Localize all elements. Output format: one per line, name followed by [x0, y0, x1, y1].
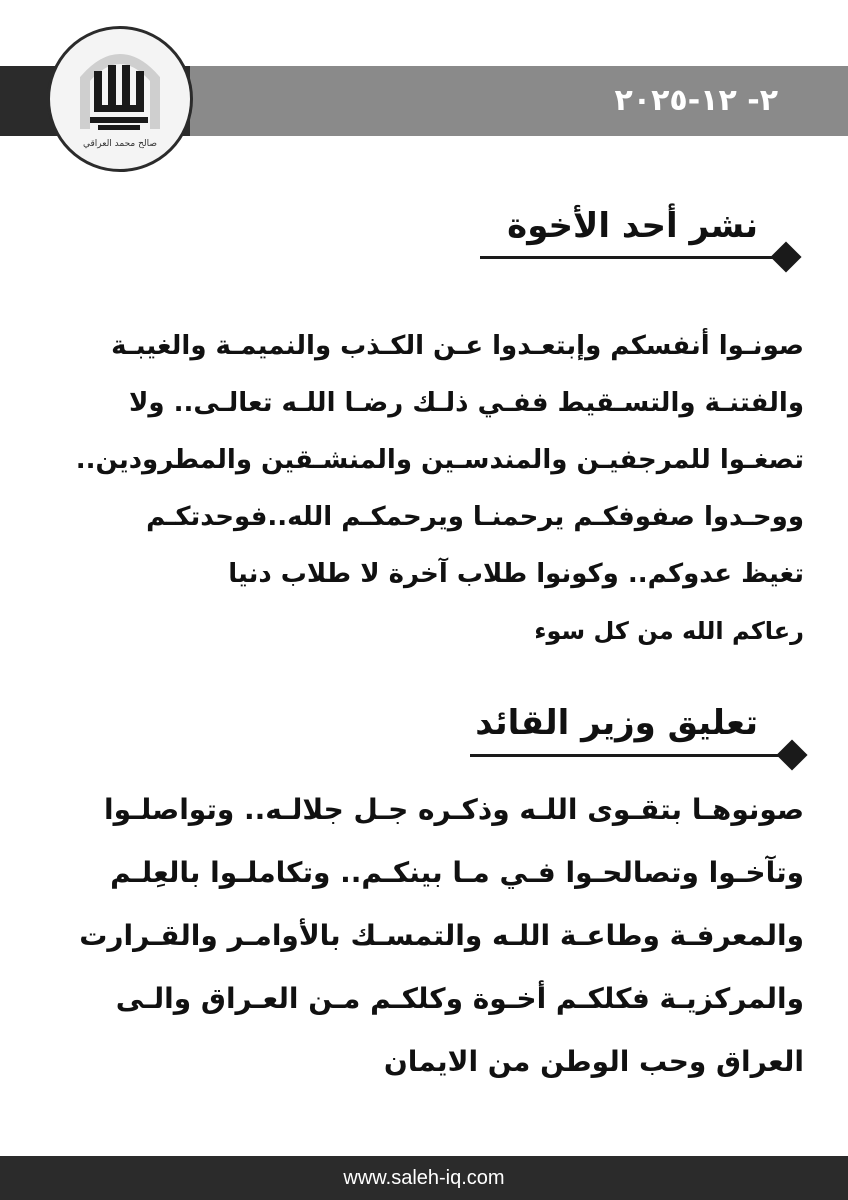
logo-caption: صالح محمد العراقي — [82, 139, 158, 149]
section2-line: وتآخـوا وتصالحـوا فـي مـا بينكـم.. وتكاملـوا بالعِلـم — [110, 856, 804, 889]
section1-heading: نشر أحد الأخوة — [507, 206, 758, 246]
section1-line: رعاكم الله من كل سوء — [534, 617, 804, 645]
footer-website[interactable]: www.saleh-iq.com — [0, 1156, 848, 1200]
section1-body — [48, 318, 804, 660]
section2-body — [48, 778, 804, 1093]
section1-line: صونـوا أنفسكم وإبتعـدوا عـن الكـذب والنميمـة والغيبـة — [111, 331, 804, 361]
section2-line: العراق وحب الوطن من الايمان — [383, 1045, 804, 1078]
section1-line: ووحـدوا صفوفكـم يرحمنـا ويرحمكـم الله..فوحدتكـم — [146, 502, 804, 532]
section1-diamond-icon — [770, 241, 801, 272]
section2-heading: تعليق وزير القائد — [475, 703, 758, 743]
section2-line: صونوهـا بتقـوى اللـه وذكـره جـل جلالـه.. وتواصلـوا — [103, 793, 804, 826]
section1-line: تغيظ عدوكم.. وكونوا طلاب آخرة لا طلاب دنيا — [228, 559, 804, 589]
section1-heading-underline — [480, 256, 785, 259]
section1-line: والفتنـة والتسـقيط ففـي ذلـك رضـا اللـه تعالـى.. ولا — [129, 388, 804, 418]
logo — [47, 26, 193, 172]
section2-diamond-icon — [776, 739, 807, 770]
date-label: ٢- ١٢-٢٠٢٥ — [614, 83, 778, 118]
section2-heading-underline — [470, 754, 790, 757]
section2-line: والمعرفـة وطاعـة اللـه والتمسـك بالأوامـر والقـرارت — [79, 919, 804, 952]
section1-line: تصغـوا للمرجفيـن والمندسـين والمنشـقين والمطرودين.. — [75, 445, 804, 475]
section2-line: والمركزيـة فكلكـم أخـوة وكلكـم مـن العـراق والـى — [115, 982, 804, 1015]
